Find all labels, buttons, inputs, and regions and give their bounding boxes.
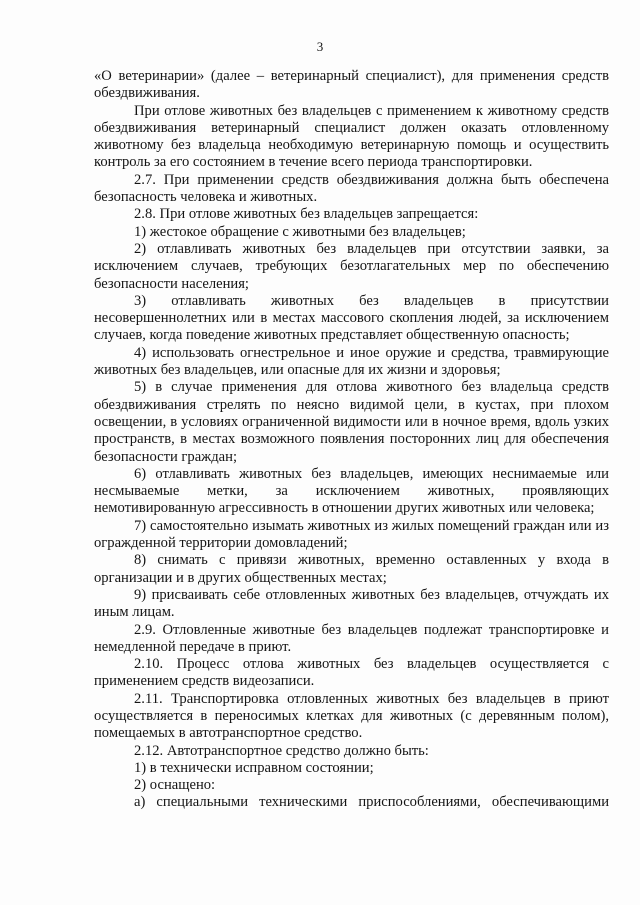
paragraph-vet-definition: «О ветеринарии» (далее – ветеринарный специалист), для применения средств обездвиживания. [94, 68, 609, 102]
paragraph-2-12: 2.12. Автотранспортное средство должно быть: [134, 742, 429, 759]
list-item-3: 3) отлавливать животных без владельцев в присутствии несовершеннолетних или в местах массового скопления людей, за исключением случаев, когда поведение животных представляет общественную опасность; [94, 292, 609, 344]
paragraph-2-9: 2.9. Отловленные животные без владельцев подлежат транспортировке и немедленной передаче в приют. [94, 621, 609, 655]
paragraph-2-7: 2.7. При применении средств обездвиживания должна быть обеспечена безопасность человека и животных. [94, 171, 609, 206]
paragraph-2-8: 2.8. При отлове животных без владельцев запрещается: [134, 206, 479, 223]
paragraph-2-10: 2.10. Процесс отлова животных без владельцев осуществляется с применением средств видеозаписи. [94, 656, 609, 690]
list-item-vehicle-2a: а) специальными техническими приспособлениями, обеспечивающими [134, 794, 609, 811]
list-item-8: 8) снимать с привязи животных, временно оставленных у входа в организации и в других общественных местах; [94, 552, 609, 586]
document-body [94, 68, 609, 812]
list-item-2: 2) отлавливать животных без владельцев при отсутствии заявки, за исключением случаев, требующих безотлагательных мер по обеспечению безопасности населения; [94, 240, 609, 292]
list-item-6: 6) отлавливать животных без владельцев, имеющих неснимаемые или несмываемые метки, за исключением животных, проявляющих немотивированную агрессивность в отношении других животных или человека; [94, 465, 609, 517]
list-item-4: 4) использовать огнестрельное и иное оружие и средства, травмирующие животных без владельцев, или опасные для их жизни и здоровья; [94, 344, 609, 379]
list-item-1: 1) жестокое обращение с животными без владельцев; [134, 223, 466, 240]
list-item-5: 5) в случае применения для отлова животного без владельца средств обездвиживания стрелять по неясно видимой цели, в кустах, при плохом освещении, в условиях ограниченной видимости или в ночное время, вдоль узких пространств, в местах возможного появления посторонних лиц для обеспечения безопасности граждан; [94, 379, 609, 465]
list-item-7: 7) самостоятельно изымать животных из жилых помещений граждан или из огражденной территории домовладений; [94, 517, 609, 552]
list-item-vehicle-1: 1) в технически исправном состоянии; [134, 759, 374, 776]
paragraph-vet-care: При отлове животных без владельцев с применением к животному средств обездвиживания ветеринарный специалист должен оказать отловленному животному без владельца необходимую ветеринарную помощь и осуществить контроль за его состоянием в течение всего периода транспортировки. [94, 102, 609, 171]
paragraph-2-11: 2.11. Транспортировка отловленных животных без владельцев в приют осуществляется в переносимых клетках для животных (с деревянным полом), помещаемых в автотранспортное средство. [94, 690, 609, 742]
page-number: 3 [316, 39, 324, 54]
list-item-9: 9) присваивать себе отловленных животных без владельцев, отчуждать их иным лицам. [94, 586, 609, 621]
list-item-vehicle-2: 2) оснащено: [134, 777, 216, 794]
